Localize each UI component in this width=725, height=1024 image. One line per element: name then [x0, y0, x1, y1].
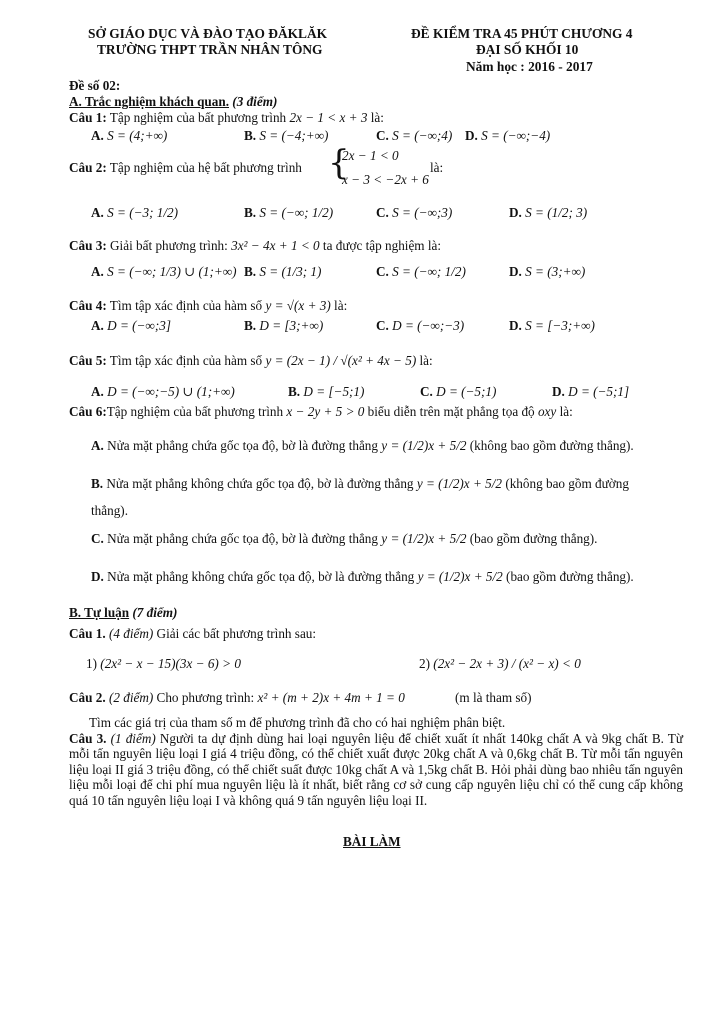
b-c2-note: (m là tham số) — [455, 690, 532, 705]
b-c3-points: (1 điểm) — [106, 731, 156, 746]
q3-label: Câu 3: — [69, 238, 107, 253]
q2-option-a: A. S = (−3; 1/2) — [91, 205, 179, 220]
part-b-heading: B. Tự luận — [69, 605, 130, 620]
q4-suffix: là: — [330, 298, 348, 313]
q4-stem — [69, 298, 347, 313]
answer-heading: BÀI LÀM — [343, 834, 401, 849]
q1-option-a: A. S = (4;+∞) — [91, 128, 168, 143]
q3-expr: 3x² − 4x + 1 < 0 — [231, 238, 320, 253]
q1-stem — [69, 110, 384, 125]
q1-a-value: S = (4;+∞) — [107, 128, 168, 143]
b-c1-p2-expr: (2x² − 2x + 3) / (x² − x) < 0 — [433, 656, 581, 671]
q6-d-note: (bao gồm đường thẳng). — [506, 569, 634, 584]
q6-d-text: Nửa mặt phẳng không chứa gốc tọa độ, bờ là đường thẳng — [107, 569, 415, 584]
q1-label: Câu 1: — [69, 110, 107, 125]
q4-c-value: D = (−∞;−3) — [392, 318, 465, 333]
q5-c-value: D = (−5;1) — [436, 384, 497, 399]
q2-c-value: S = (−∞;3) — [392, 205, 453, 220]
q3-suffix: ta được tập nghiệm là: — [319, 238, 442, 253]
part-a-heading: A. Trắc nghiệm khách quan. — [69, 94, 229, 109]
q3-text: Giải bất phương trình: — [106, 238, 232, 253]
q6-c-text: Nửa mặt phẳng chứa gốc tọa độ, bờ là đường thẳng — [107, 531, 378, 546]
q2-system-line1: 2x − 1 < 0 — [342, 148, 399, 163]
b-c3-label: Câu 3. — [69, 731, 107, 746]
exam-title: ĐỀ KIỂM TRA 45 PHÚT CHƯƠNG 4 — [411, 26, 633, 41]
q6-suffix2: là: — [556, 404, 573, 419]
q3-c-value: S = (−∞; 1/2) — [392, 264, 466, 279]
q1-expr: 2x − 1 < x + 3 — [289, 110, 368, 125]
school-department: SỞ GIÁO DỤC VÀ ĐÀO TẠO ĐĂKLĂK — [88, 26, 328, 41]
q4-option-a: A. D = (−∞;3] — [91, 318, 171, 333]
q1-option-c: C. S = (−∞;4) — [376, 128, 453, 143]
b-c2-text: Cho phương trình: — [153, 690, 258, 705]
q2-option-b: B. S = (−∞; 1/2) — [244, 205, 334, 220]
q5-d-value: D = (−5;1] — [568, 384, 630, 399]
part-a-points: (3 điểm) — [229, 94, 278, 109]
q5-expr: y = (2x − 1) / √(x² + 4x − 5) — [265, 353, 417, 368]
b-c2-stem — [69, 690, 405, 705]
q4-a-value: D = (−∞;3] — [107, 318, 171, 333]
q6-suffix: biểu diễn trên mặt phẳng tọa độ — [364, 404, 538, 419]
q5-option-b: B. D = [−5;1) — [288, 384, 365, 399]
q6-b-note: (không bao gồm đường — [505, 476, 629, 491]
q5-option-c: C. D = (−5;1) — [420, 384, 497, 399]
q1-b-value: S = (−4;+∞) — [259, 128, 329, 143]
q4-d-value: S = [−3;+∞) — [525, 318, 595, 333]
q3-a-value: S = (−∞; 1/3) ∪ (1;+∞) — [107, 264, 237, 279]
q1-text: Tập nghiệm của bất phương trình — [106, 110, 290, 125]
q2-text: Tập nghiệm của hệ bất phương trình — [106, 160, 302, 175]
part-a-title — [69, 94, 277, 109]
q5-suffix: là: — [416, 353, 433, 368]
q2-label: Câu 2: — [69, 160, 107, 175]
q6-c-line: y = (1/2)x + 5/2 — [381, 531, 467, 546]
q6-expr: x − 2y + 5 > 0 — [286, 404, 365, 419]
b-c1-points: (4 điểm) — [105, 626, 154, 641]
part-b-title — [69, 605, 177, 620]
b-c2-points: (2 điểm) — [105, 690, 154, 705]
q4-expr: y = √(x + 3) — [265, 298, 331, 313]
q6-stem — [69, 404, 573, 419]
q4-text: Tìm tập xác định của hàm số — [106, 298, 266, 313]
q6-option-b: B. Nửa mặt phẳng không chứa gốc tọa độ, bờ là đường thẳng y = (1/2)x + 5/2 (không bao gồm đường — [91, 476, 629, 491]
q3-stem — [69, 238, 441, 253]
part-b-points: (7 điểm) — [129, 605, 178, 620]
q5-label: Câu 5: — [69, 353, 107, 368]
b-c1-part1 — [86, 656, 241, 671]
q6-plane: oxy — [537, 404, 557, 419]
q4-option-b: B. D = [3;+∞) — [244, 318, 324, 333]
q2-system-brace: { — [328, 143, 350, 183]
q1-option-d: D. S = (−∞;−4) — [465, 128, 551, 143]
q2-a-value: S = (−3; 1/2) — [107, 205, 179, 220]
b-c2-label: Câu 2. — [69, 690, 106, 705]
q6-b-text: Nửa mặt phẳng không chứa gốc tọa độ, bờ là đường thẳng — [106, 476, 414, 491]
q3-option-c: C. S = (−∞; 1/2) — [376, 264, 466, 279]
school-year: Năm học : 2016 - 2017 — [466, 59, 593, 74]
q5-text: Tìm tập xác định của hàm số — [106, 353, 266, 368]
school-name: TRƯỜNG THPT TRẦN NHÂN TÔNG — [97, 42, 323, 57]
b-c2-expr: x² + (m + 2)x + 4m + 1 = 0 — [257, 690, 405, 705]
q4-b-value: D = [3;+∞) — [259, 318, 324, 333]
q3-option-d: D. S = (3;+∞) — [509, 264, 586, 279]
q3-b-value: S = (1/3; 1) — [259, 264, 322, 279]
b-c1-text: Giải các bất phương trình sau: — [153, 626, 317, 641]
q2-option-d: D. S = (1/2; 3) — [509, 205, 588, 220]
q6-a-text: Nửa mặt phẳng chứa gốc tọa độ, bờ là đường thẳng — [107, 438, 378, 453]
q5-a-value: D = (−∞;−5) ∪ (1;+∞) — [107, 384, 235, 399]
b-c1-p1-expr: (2x² − x − 15)(3x − 6) > 0 — [100, 656, 241, 671]
q6-option-c: C. Nửa mặt phẳng chứa gốc tọa độ, bờ là đường thẳng y = (1/2)x + 5/2 (bao gồm đường thẳng). — [91, 531, 598, 546]
q6-a-note: (không bao gồm đường thẳng). — [469, 438, 634, 453]
q3-option-a: A. S = (−∞; 1/3) ∪ (1;+∞) — [91, 264, 237, 279]
exam-code: Đề số 02: — [69, 78, 121, 93]
q2-stem — [69, 160, 302, 175]
q6-d-line: y = (1/2)x + 5/2 — [417, 569, 503, 584]
q1-suffix: là: — [367, 110, 384, 125]
b-c1-p1-label: 1) — [86, 656, 97, 671]
q2-b-value: S = (−∞; 1/2) — [259, 205, 334, 220]
q2-suffix: là: — [430, 160, 444, 175]
q2-system-line2: x − 3 < −2x + 6 — [342, 172, 429, 187]
q2-option-c: C. S = (−∞;3) — [376, 205, 453, 220]
b-c3-text: Người ta dự định dùng hai loại nguyên liệu để chiết xuất ít nhất 140kg chất A và 9kg chất B. Từ mỗi tấn nguyên liệu loại I giá 4 triệu đồng, có thể chiết xuất được 20kg chất A và 0,6kg chất B. Từ mỗi tấn nguyên liệu loại II giá 3 triệu đồng, có thể chiết suất được 10kg chất A và 1,5kg chất B. Hỏi phải dùng bao nhiêu tấn nguyên liệu mỗi loại để chi phí mua nguyên liệu là ít nhất, biết rằng cơ sở cung cấp nguyên liệu chỉ có thể cung cấp không quá 10 tấn nguyên liệu loại I và không quá 9 tấn nguyên liệu loại II. — [69, 731, 684, 808]
b-c2-line2: Tìm các giá trị của tham số m để phương trình đã cho có hai nghiệm phân biệt. — [89, 715, 506, 730]
q6-option-d: D. Nửa mặt phẳng không chứa gốc tọa độ, bờ là đường thẳng y = (1/2)x + 5/2 (bao gồm đường thẳng). — [91, 569, 634, 584]
q1-d-value: S = (−∞;−4) — [481, 128, 551, 143]
q6-option-a: A. Nửa mặt phẳng chứa gốc tọa độ, bờ là đường thẳng y = (1/2)x + 5/2 (không bao gồm đường thẳng). — [91, 438, 634, 453]
q5-option-d: D. D = (−5;1] — [552, 384, 630, 399]
q5-stem — [69, 353, 433, 368]
b-c3-paragraph — [69, 731, 683, 808]
b-c1-label: Câu 1. — [69, 626, 106, 641]
q4-label: Câu 4: — [69, 298, 107, 313]
b-c1-p2-label: 2) — [419, 656, 430, 671]
q5-b-value: D = [−5;1) — [303, 384, 365, 399]
q6-label: Câu 6: — [69, 404, 107, 419]
q6-text: Tập nghiệm của bất phương trình — [106, 404, 287, 419]
q2-d-value: S = (1/2; 3) — [525, 205, 588, 220]
q1-option-b: B. S = (−4;+∞) — [244, 128, 329, 143]
q4-option-d: D. S = [−3;+∞) — [509, 318, 595, 333]
q3-d-value: S = (3;+∞) — [525, 264, 586, 279]
q1-c-value: S = (−∞;4) — [392, 128, 453, 143]
q4-option-c: C. D = (−∞;−3) — [376, 318, 465, 333]
q6-b-line: y = (1/2)x + 5/2 — [416, 476, 503, 491]
q5-option-a: A. D = (−∞;−5) ∪ (1;+∞) — [91, 384, 235, 399]
exam-subject: ĐẠI SỐ KHỐI 10 — [476, 42, 579, 57]
q6-a-line: y = (1/2)x + 5/2 — [381, 438, 467, 453]
q3-option-b: B. S = (1/3; 1) — [244, 264, 322, 279]
b-c1-part2 — [419, 656, 581, 671]
b-c1-stem — [69, 626, 316, 641]
q6-c-note: (bao gồm đường thẳng). — [469, 531, 598, 546]
q6-option-b-cont: thẳng). — [91, 503, 128, 518]
